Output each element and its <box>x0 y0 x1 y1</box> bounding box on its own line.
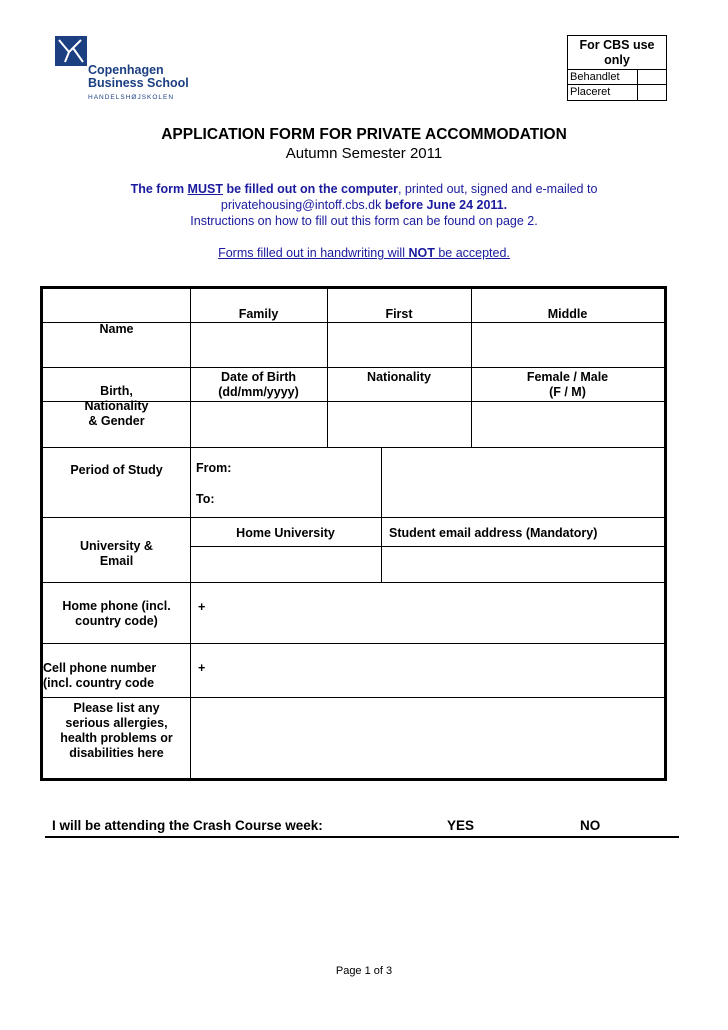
uni-label-2: Email <box>99 554 134 568</box>
cell-phone-label-2: (incl. country code <box>43 676 155 690</box>
cbs-header-line-1: For CBS use <box>579 38 655 52</box>
first-header: First <box>385 307 413 321</box>
page-title: APPLICATION FORM FOR PRIVATE ACCOMMODATION <box>161 126 567 143</box>
name-label: Name <box>99 322 134 336</box>
instruction-line-3: Instructions on how to fill out this form can be found on page 2. <box>190 214 538 228</box>
dob-field[interactable] <box>191 402 327 447</box>
placeret-label: Placeret <box>568 85 638 100</box>
period-dates-field[interactable] <box>382 448 664 517</box>
page-number: Page 1 of 3 <box>335 965 393 977</box>
first-name-field[interactable] <box>328 323 471 367</box>
cbs-logo-text <box>88 64 189 104</box>
warn-a: Forms filled out in handwriting will <box>218 246 409 260</box>
warn-b: be accepted. <box>434 246 510 260</box>
gender-header-2: (F / M) <box>549 385 586 399</box>
instruction-line-2 <box>0 198 728 212</box>
crash-yes-option[interactable]: YES <box>447 818 475 833</box>
dob-header <box>190 370 327 400</box>
student-email-field[interactable] <box>382 547 664 582</box>
gender-header-1: Female / Male <box>526 370 609 384</box>
page-subtitle: Autumn Semester 2011 <box>285 145 443 162</box>
nationality-field[interactable] <box>328 402 471 447</box>
birth-label-1: Birth, <box>100 384 133 398</box>
birth-label-3: & Gender <box>88 414 145 428</box>
ins-email: privatehousing@intoff.cbs.dk <box>220 198 382 212</box>
behandlet-label: Behandlet <box>568 70 638 84</box>
nationality-header: Nationality <box>367 370 431 384</box>
home-university-header: Home University <box>236 526 335 540</box>
name-row-bottom <box>43 367 664 368</box>
ins-must: MUST <box>187 182 223 196</box>
birth-label <box>43 384 190 429</box>
home-university-field[interactable] <box>191 547 381 582</box>
warn-not: NOT <box>408 246 435 260</box>
middle-name-field[interactable] <box>472 323 664 367</box>
from-label: From: <box>196 461 232 475</box>
ins-printed: , printed out, signed and e-mailed to <box>397 182 598 196</box>
home-phone-label <box>43 599 190 629</box>
allergies-label-4: disabilities here <box>69 746 164 760</box>
allergies-label-1: Please list any <box>73 701 160 715</box>
to-label: To: <box>196 492 215 506</box>
logo-line-2: Business School <box>88 76 189 90</box>
crash-course-label: I will be attending the Crash Course week: <box>52 818 323 833</box>
university-label <box>43 539 190 569</box>
cell-phone-prefix: + <box>198 661 206 675</box>
student-email-header: Student email address (Mandatory) <box>389 526 598 540</box>
home-phone-prefix: + <box>198 600 206 614</box>
handwriting-warning <box>0 246 728 260</box>
logo-line-1: Copenhagen <box>88 63 164 77</box>
middle-header: Middle <box>547 307 588 321</box>
cell-phone-label <box>43 661 190 691</box>
cbs-row-behandlet <box>568 70 666 85</box>
ins-the-form: The form <box>130 182 188 196</box>
application-form-table <box>40 286 667 781</box>
ins-deadline: before June 24 2011. <box>381 198 508 212</box>
cbs-use-header <box>568 36 666 70</box>
cbs-header-line-2: only <box>604 53 630 67</box>
family-header: Family <box>238 307 279 321</box>
crash-course-underline <box>45 836 679 838</box>
period-label: Period of Study <box>70 463 163 477</box>
allergies-label-2: serious allergies, <box>65 716 168 730</box>
cbs-use-box <box>567 35 667 101</box>
uni-label-1: University & <box>80 539 153 553</box>
ins-computer: be filled out on the computer <box>222 182 398 196</box>
cell-phone-label-1: Cell phone number <box>43 661 157 675</box>
dob-header-2: (dd/mm/yyyy) <box>218 385 299 399</box>
logo-line-3: HANDELSHØJSKOLEN <box>88 94 175 101</box>
family-name-field[interactable] <box>191 323 327 367</box>
home-phone-label-2: country code) <box>75 614 158 628</box>
gender-field[interactable] <box>472 402 664 447</box>
instruction-line-1 <box>0 182 728 196</box>
period-row-bottom <box>43 517 664 518</box>
cbs-logo-mark <box>55 36 87 66</box>
home-phone-field[interactable] <box>211 583 664 643</box>
allergies-label <box>43 701 190 761</box>
placeret-field[interactable] <box>638 85 666 100</box>
birth-label-2: Nationality <box>84 399 149 413</box>
allergies-field[interactable] <box>191 698 664 778</box>
gender-header <box>471 370 664 400</box>
home-phone-label-1: Home phone (incl. <box>62 599 171 613</box>
allergies-label-3: health problems or <box>60 731 173 745</box>
cbs-row-placeret <box>568 85 666 100</box>
behandlet-field[interactable] <box>638 70 666 84</box>
crash-no-option[interactable]: NO <box>580 818 601 833</box>
dob-header-1: Date of Birth <box>221 370 296 384</box>
cell-phone-field[interactable] <box>211 644 664 697</box>
